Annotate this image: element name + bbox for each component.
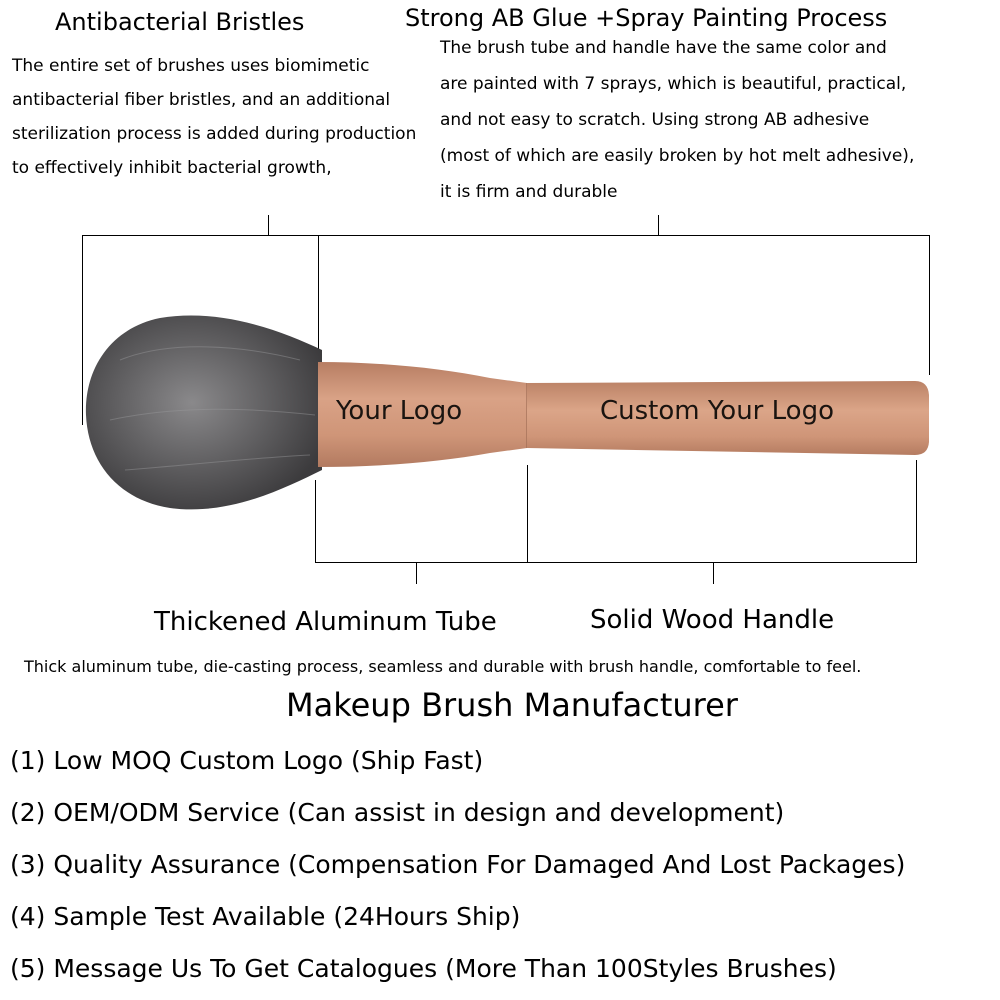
- manufacturer-title: Makeup Brush Manufacturer: [286, 686, 738, 724]
- bristles-line: antibacterial fiber bristles, and an additional: [12, 90, 391, 110]
- glue-line: The brush tube and handle have the same color and: [440, 38, 887, 58]
- glue-line: it is firm and durable: [440, 182, 618, 202]
- feature-list-item: (1) Low MOQ Custom Logo (Ship Fast): [10, 746, 484, 775]
- tube-title: Thickened Aluminum Tube: [154, 607, 497, 637]
- feature-list-item: (4) Sample Test Available (24Hours Ship): [10, 902, 521, 931]
- handle-logo-text: Custom Your Logo: [600, 396, 834, 426]
- handle-title: Solid Wood Handle: [590, 605, 835, 635]
- glue-line: and not easy to scratch. Using strong AB adhesive: [440, 110, 870, 130]
- glue-title: Strong AB Glue +Spray Painting Process: [405, 4, 888, 32]
- glue-line: are painted with 7 sprays, which is beautiful, practical,: [440, 74, 907, 94]
- bristles-line: The entire set of brushes uses biomimetic: [12, 56, 370, 76]
- tube-handle-description: Thick aluminum tube, die-casting process, seamless and durable with brush handle, comfortable to feel.: [24, 657, 862, 676]
- bristles-title: Antibacterial Bristles: [55, 8, 305, 36]
- ferrule-logo-text: Your Logo: [336, 396, 463, 426]
- bristles-line: to effectively inhibit bacterial growth,: [12, 158, 332, 178]
- feature-list-item: (5) Message Us To Get Catalogues (More Than 100Styles Brushes): [10, 954, 837, 983]
- feature-list-item: (2) OEM/ODM Service (Can assist in design and development): [10, 798, 785, 827]
- bristles-line: sterilization process is added during production: [12, 124, 417, 144]
- glue-line: (most of which are easily broken by hot melt adhesive),: [440, 146, 915, 166]
- feature-list-item: (3) Quality Assurance (Compensation For Damaged And Lost Packages): [10, 850, 906, 879]
